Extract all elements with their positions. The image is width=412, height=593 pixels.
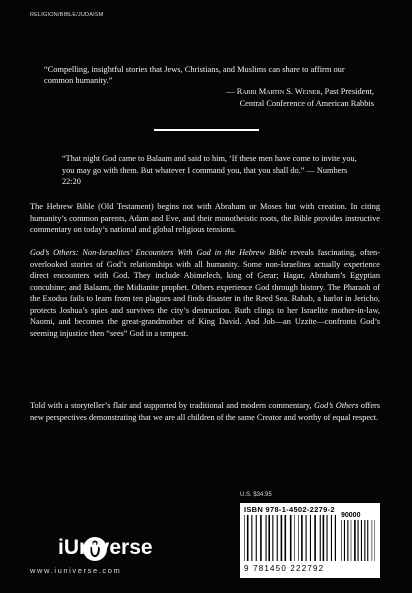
- price: U.S. $34.95: [240, 492, 272, 498]
- praise-attribution: — Rabbi Martin S. Weiner, Past President, Central Conference of American Rabbis: [226, 87, 374, 108]
- barcode-bar: [364, 520, 365, 561]
- barcode-bar: [375, 520, 376, 561]
- barcode-bar: [306, 515, 307, 561]
- barcode-bar: [277, 515, 278, 561]
- barcode-bar: [285, 515, 287, 561]
- book-title-full: God’s Others: Non-Israelites’ Encounters With God in the Hebrew Bible: [30, 248, 287, 257]
- barcode-bar: [298, 515, 299, 561]
- barcode-bar: [372, 520, 373, 561]
- praise-text: “Compelling, insightful stories that Jews, Christians, and Muslims can share to affirm our common humanity.”: [44, 65, 345, 86]
- barcode-bar: [272, 515, 273, 561]
- barcode-bars: [244, 515, 336, 561]
- supplement-bars: [341, 520, 375, 561]
- body-paragraph-1: The Hebrew Bible (Old Testament) begins not with Abraham or Moses but with creation. In citing humanity’s common parents, Adam and Eve, and their monotheistic roots, the Bible provides instructive commentary on today’s national and global religious tensions.: [30, 202, 380, 235]
- praise-quote: [44, 64, 374, 109]
- barcode-bar: [260, 515, 262, 561]
- barcode-bar: [256, 515, 257, 561]
- barcode-bar: [266, 515, 267, 561]
- barcode-bar: [344, 520, 345, 561]
- barcode-bar: [341, 520, 342, 561]
- barcode-bar: [301, 515, 303, 561]
- barcode-bar: [281, 515, 283, 561]
- barcode-bar: [290, 515, 292, 561]
- barcode-bar: [247, 515, 249, 561]
- isbn-label: ISBN 978-1-4502-2279-2: [244, 505, 335, 514]
- barcode-bar: [347, 520, 348, 561]
- barcode-bar: [244, 515, 245, 561]
- price-code: 90000: [341, 512, 361, 519]
- barcode-digits: 9 781450 222792: [244, 564, 325, 573]
- barcode-bar: [367, 520, 368, 561]
- barcode-bar: [361, 520, 362, 561]
- barcode-bar: [294, 515, 295, 561]
- barcode-bar: [351, 520, 352, 561]
- barcode-bar: [354, 520, 356, 561]
- barcode-bar: [358, 520, 359, 561]
- praise-name: Rabbi Martin S. Weiner: [236, 87, 321, 97]
- divider: [154, 129, 259, 131]
- barcode-bar: [310, 515, 311, 561]
- barcode-bar: [268, 515, 270, 561]
- barcode-bar: [335, 515, 336, 561]
- publisher-url: www.iuniverse.com: [30, 566, 122, 575]
- barcode-bar: [327, 515, 328, 561]
- barcode-bar: [320, 515, 321, 561]
- book-title: God’s Others: [314, 401, 359, 410]
- barcode-bar: [331, 515, 332, 561]
- barcode-bar: [251, 515, 252, 561]
- epigraph: “That night God came to Balaam and said to him, ‘If these men have come to invite you, you may go with them. But whatever I command you, that you shall do.” — Numbers 22:20: [62, 154, 357, 186]
- barcode-bar: [314, 515, 316, 561]
- body-paragraph-3: Told with a storyteller’s flair and supported by traditional and modern commentary, God’s Others offers new perspectives demonstrating that we are all children of the same Creator and worthy of equal respect.: [30, 401, 380, 422]
- body-paragraph-2: God’s Others: Non-Israelites’ Encounters With God in the Hebrew Bible reveals fascinating, often-overlooked stories of God’s relationships with all humanity. Some non-Israelites actually experience direct encounters with God. They include Abimelech, king of Gerar; Hagar, Abraham’s Egyptian concubine; and Balaam, the Midianite prophet. Others experience God through history. The Pharaoh of the Exodus fails to learn from ten plagues and finds disaster in the Reed Sea. Rahab, a harlot in Jericho, protects Joshua’s spies and survives the city’s destruction. Ruth clings to her Israelite mother-in-law, Naomi, and becomes the great-grandmother of King David. And Job—an Uzzite—confronts God’s seeming injustice then “sees” God in a tempest.: [30, 248, 380, 338]
- barcode: [240, 503, 380, 578]
- category-label: RELIGION/BIBLE/JUDAISM: [30, 12, 104, 18]
- barcode-bar: [323, 515, 325, 561]
- publisher-name: iUniverse: [58, 536, 153, 559]
